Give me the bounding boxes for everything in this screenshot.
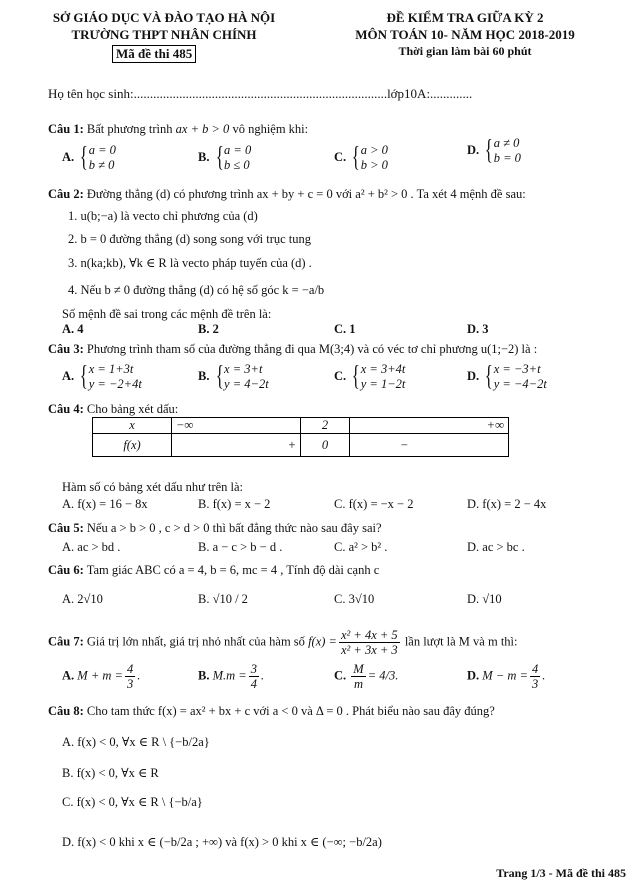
question-label: Câu 1: <box>48 122 84 136</box>
q3-option-c[interactable]: C. {x = 3+4t y = 1−2t <box>334 361 406 392</box>
math-expression: ax + b > 0 <box>175 122 230 136</box>
q1-option-a[interactable]: A. {a = 0 b ≠ 0 <box>62 142 116 173</box>
q8-option-b[interactable]: B. f(x) < 0, ∀x ∈ R <box>62 766 159 780</box>
q4-option-b[interactable]: B. f(x) = x − 2 <box>198 497 271 511</box>
q1-option-d[interactable]: D. {a ≠ 0 b = 0 <box>467 135 521 166</box>
question-3: Câu 3: Phương trình tham số của đường thẳng đi qua M(3;4) và có véc tơ chỉ phương u(1;−2) là : <box>48 342 538 356</box>
question-7: Câu 7: Giá trị lớn nhất, giá trị nhỏ nhất của hàm số f(x) = $\frac{\text{x² + 4x + 5}}{\text{x² + 3x + 3}}$ lần lượt là M và m thì: <box>48 628 518 657</box>
question-prompt: Số mệnh đề sai trong các mệnh đề trên là: <box>62 307 272 321</box>
sign-table-neg-inf: −∞ <box>172 418 301 434</box>
q7-option-b[interactable]: B. M.m = $\frac{3}{4}$ . <box>198 662 265 691</box>
q6-option-c[interactable]: C. 3√10 <box>334 592 375 606</box>
q4-option-d[interactable]: D. f(x) = 2 − 4x <box>467 497 547 511</box>
statement-3: 3. n(ka;kb), ∀k ∈ R là vecto pháp tuyến của (d) . <box>68 256 312 270</box>
exam-title: ĐỀ KIỂM TRA GIỮA KỲ 2 <box>386 10 544 25</box>
q7-option-d[interactable]: D. M − m = $\frac{4}{3}$ . <box>467 662 546 691</box>
q4-option-a[interactable]: A. f(x) = 16 − 8x <box>62 497 148 511</box>
sign-table-pos-inf: +∞ <box>350 418 509 434</box>
q5-option-c[interactable]: C. a² > b² . <box>334 540 388 554</box>
question-8: Câu 8: Cho tam thức f(x) = ax² + bx + c với a < 0 và Δ = 0 . Phát biểu nào sau đây đúng? <box>48 704 495 718</box>
question-2: Câu 2: Đường thẳng (d) có phương trình ax + by + c = 0 với a² + b² > 0 . Ta xét 4 mệnh đề sau: <box>48 187 526 201</box>
exam-subject: MÔN TOÁN 10- NĂM HỌC 2018-2019 <box>355 27 575 42</box>
question-1 <box>48 122 308 137</box>
school-name: TRƯỜNG THPT NHÂN CHÍNH <box>71 27 257 42</box>
sign-table <box>92 417 509 457</box>
q8-option-c[interactable]: C. f(x) < 0, ∀x ∈ R \ {−b/a} <box>62 795 203 809</box>
exam-code: Mã đề thi 485 <box>112 45 196 63</box>
q5-option-b[interactable]: B. a − c > b − d . <box>198 540 283 554</box>
q2-option-d[interactable]: D. 3 <box>467 322 489 336</box>
q6-option-a[interactable]: A. 2√10 <box>62 592 103 606</box>
q2-option-a[interactable]: A. 4 <box>62 322 84 336</box>
q5-option-d[interactable]: D. ac > bc . <box>467 540 525 554</box>
q8-option-d[interactable]: D. f(x) < 0 khi x ∈ (−b/2a ; +∞) và f(x) > 0 khi x ∈ (−∞; −b/2a) <box>62 835 382 849</box>
question-4: Câu 4: Cho bảng xét dấu: <box>48 402 179 416</box>
q5-option-a[interactable]: A. ac > bd . <box>62 540 121 554</box>
exam-time: Thời gian làm bài 60 phút <box>398 44 532 58</box>
question-6: Câu 6: Tam giác ABC có a = 4, b = 6, mc = 4 , Tính độ dài cạnh c <box>48 563 380 577</box>
q4-option-c[interactable]: C. f(x) = −x − 2 <box>334 497 414 511</box>
sign-table-fx: f(x) <box>93 434 172 457</box>
statement-4: 4. Nếu b ≠ 0 đường thẳng (d) có hệ số góc k = −a/b <box>68 283 325 297</box>
sign-table-root: 2 <box>301 418 350 434</box>
q3-option-a[interactable]: A. {x = 1+3t y = −2+4t <box>62 361 142 392</box>
question-5: Câu 5: Nếu a > b > 0 , c > d > 0 thì bất đẳng thức nào sau đây sai? <box>48 521 382 535</box>
q7-option-a[interactable]: A. M + m = $\frac{4}{3}$ . <box>62 662 141 691</box>
q2-option-c[interactable]: C. 1 <box>334 322 356 336</box>
sign-table-minus: − <box>350 434 509 457</box>
sign-table-header-x: x <box>93 418 172 434</box>
statement-2: 2. b = 0 đường thẳng (d) song song với trục tung <box>68 232 311 246</box>
q8-option-a[interactable]: A. f(x) < 0, ∀x ∈ R \ {−b/2a} <box>62 735 210 749</box>
q6-option-d[interactable]: D. √10 <box>467 592 502 606</box>
department-name: SỞ GIÁO DỤC VÀ ĐÀO TẠO HÀ NỘI <box>52 10 276 25</box>
question-text: Bất phương trình <box>86 122 173 136</box>
page-footer: Trang 1/3 - Mã đề thi 485 <box>496 866 626 880</box>
question-prompt: Hàm số có bảng xét dấu như trên là: <box>62 480 244 494</box>
statement-1: 1. u(b;−a) là vecto chỉ phương của (d) <box>68 209 258 223</box>
q6-option-b[interactable]: B. √10 / 2 <box>198 592 248 606</box>
q3-option-b[interactable]: B. {x = 3+t y = 4−2t <box>198 361 269 392</box>
sign-table-plus: + <box>172 434 301 457</box>
q1-option-b[interactable]: B. {a = 0 b ≤ 0 <box>198 142 252 173</box>
q1-option-c[interactable]: C. {a > 0 b > 0 <box>334 142 388 173</box>
q2-option-b[interactable]: B. 2 <box>198 322 219 336</box>
question-text-tail: vô nghiệm khi: <box>232 122 309 136</box>
sign-table-zero: 0 <box>301 434 350 457</box>
student-info-line: Họ tên học sinh:..............................................................................lớp10A:............. <box>48 86 473 101</box>
q3-option-d[interactable]: D. {x = −3+t y = −4−2t <box>467 361 547 392</box>
q7-option-c[interactable]: C. $\frac{M}{m}$ = 4/3. <box>334 662 399 691</box>
